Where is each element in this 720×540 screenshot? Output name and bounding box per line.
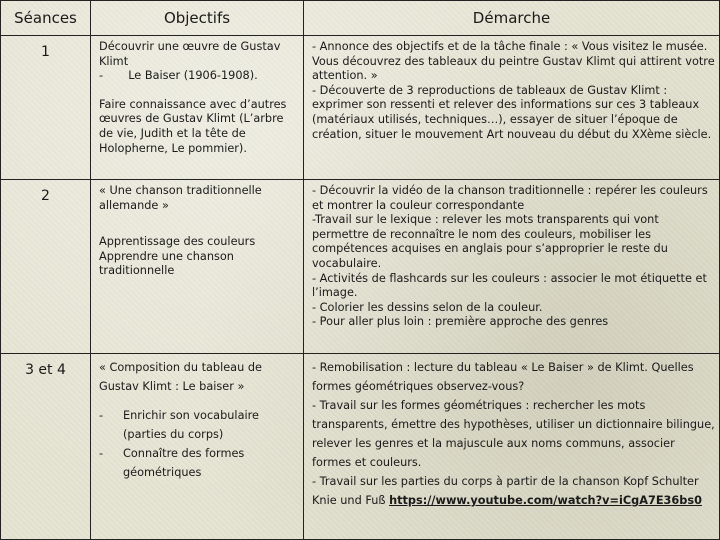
list-item: - Enrichir son vocabulaire (parties du corps) bbox=[99, 406, 299, 444]
table-row bbox=[1, 354, 720, 540]
header-seances: Séances bbox=[1, 1, 91, 36]
objectif-text: « Composition du tableau de Gustav Klimt : Le baiser » bbox=[99, 361, 262, 393]
demarche-text: - Découvrir la vidéo de la chanson traditionnelle : repérer les couleurs et montrer la couleur correspondante bbox=[312, 184, 708, 212]
seance-number: 3 et 4 bbox=[1, 354, 91, 540]
demarche-text: - Pour aller plus loin : première approche des genres bbox=[312, 315, 609, 329]
youtube-link[interactable]: https://www.youtube.com/watch?v=iCgA7E36bs0 bbox=[389, 494, 702, 507]
demarche-text: - Colorier les dessins selon de la couleur. bbox=[312, 300, 543, 314]
demarche-cell bbox=[304, 354, 720, 540]
demarche-text: - Travail sur les parties du corps à partir de la chanson Kopf Schulter Knie und Fuß bbox=[312, 475, 699, 507]
demarche-text: - Activités de flashcards sur les couleurs : associer le mot étiquette et l’image. bbox=[312, 271, 707, 300]
demarche-text: - Annonce des objectifs et de la tâche finale : « Vous visitez le musée. Vous découvrez des tableaux du peintre Gustav Klimt qui attirent votre attention. » bbox=[312, 40, 715, 83]
demarche-cell bbox=[304, 180, 720, 354]
demarche-text: - Travail sur les formes géométriques : rechercher les mots transparents, émettre des hypothèses, utiliser un dictionnaire bilingue, relever les genres et la majuscule aux noms communs, associer formes et couleurs. bbox=[312, 399, 715, 469]
demarche-text: -Travail sur le lexique : relever les mots transparents qui vont permettre de reconnaître le nom des couleurs, mobiliser les compétences acquises en anglais pour s’approprier le reste du vocabulaire. bbox=[312, 213, 668, 270]
objectif-text: Enrichir son vocabulaire (parties du corps) bbox=[123, 409, 259, 441]
table-row bbox=[1, 180, 720, 354]
objectif-text: Découvrir une œuvre de Gustav Klimt bbox=[99, 40, 281, 68]
table-row bbox=[1, 36, 720, 180]
header-demarche: Démarche bbox=[304, 1, 720, 36]
list-item: - Connaître des formes géométriques bbox=[99, 444, 299, 482]
objectif-text: - Le Baiser (1906-1908). bbox=[99, 69, 258, 83]
objectifs-cell bbox=[91, 180, 304, 354]
header-objectifs: Objectifs bbox=[91, 1, 304, 36]
demarche-cell bbox=[304, 36, 720, 180]
seance-number: 1 bbox=[1, 36, 91, 180]
seance-number: 2 bbox=[1, 180, 91, 354]
objectif-text: Faire connaissance avec d’autres œuvres de Gustav Klimt (L’arbre de vie, Judith et la tête de Holopherne, Le pommier). bbox=[99, 97, 287, 155]
header-row bbox=[1, 1, 720, 36]
demarche-text: - Découverte de 3 reproductions de tableaux de Gustav Klimt : exprimer son ressenti et relever des informations sur ces 3 tableaux (matériaux utilisés, techniques…), essayer de situer l’époque de création, situer le mouvement Art nouveau du début du XXème siècle. bbox=[312, 83, 712, 141]
objectif-text: Connaître des formes géométriques bbox=[123, 447, 245, 479]
objectifs-cell bbox=[91, 354, 304, 540]
demarche-text: - Remobilisation : lecture du tableau « Le Baiser » de Klimt. Quelles formes géométriques observez-vous? bbox=[312, 361, 694, 393]
objectif-text: Apprentissage des couleurs Apprendre une chanson traditionnelle bbox=[99, 235, 256, 278]
objectifs-cell bbox=[91, 36, 304, 180]
objectif-text: « Une chanson traditionnelle allemande » bbox=[99, 184, 262, 212]
